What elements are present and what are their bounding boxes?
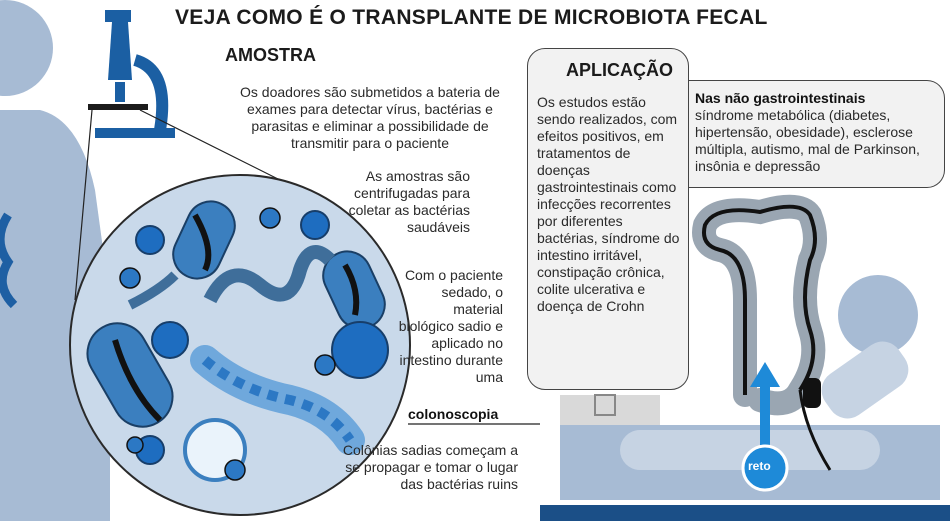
sedado-text: Com o paciente sedado, o material biológico sadio e aplicado no intestino durante uma — [398, 267, 503, 385]
page-title: VEJA COMO É O TRANSPLANTE DE MICROBIOTA FECAL — [175, 6, 768, 29]
reto-label: reto — [748, 459, 771, 473]
colonoscopia-label: colonoscopia — [408, 406, 499, 422]
amostra-text: Os doadores são submetidos a bateria de exames para detectar vírus, bactérias e parasitas e eliminar a possibilidade de transmitir para o paciente — [240, 84, 500, 151]
aplicacao-heading: APLICAÇÃO — [566, 60, 673, 80]
nas-nao-text: síndrome metabólica (diabetes, hipertensão, obesidade), esclerose múltipla, autismo, mal de Parkinson, insônia e depressão — [695, 107, 920, 174]
microscope-icon — [88, 10, 175, 138]
colonias-text: Colônias sadias começam a se propagar e tomar o lugar das bactérias ruins — [342, 442, 518, 492]
nas-nao-heading: Nas não gastrointestinais — [695, 90, 866, 106]
centrifugadas-text: As amostras são centrifugadas para coletar as bactérias saudáveis — [348, 168, 470, 235]
aplicacao-text: Os estudos estão sendo realizados, com efeitos positivos, em tratamentos de doenças gastrointestinais como infecções recorrentes por diferentes bactérias, síndrome do intestino irritável, constipação crônica, colite ulcerativa e doença de Crohn — [537, 94, 680, 314]
amostra-heading: AMOSTRA — [225, 45, 316, 65]
